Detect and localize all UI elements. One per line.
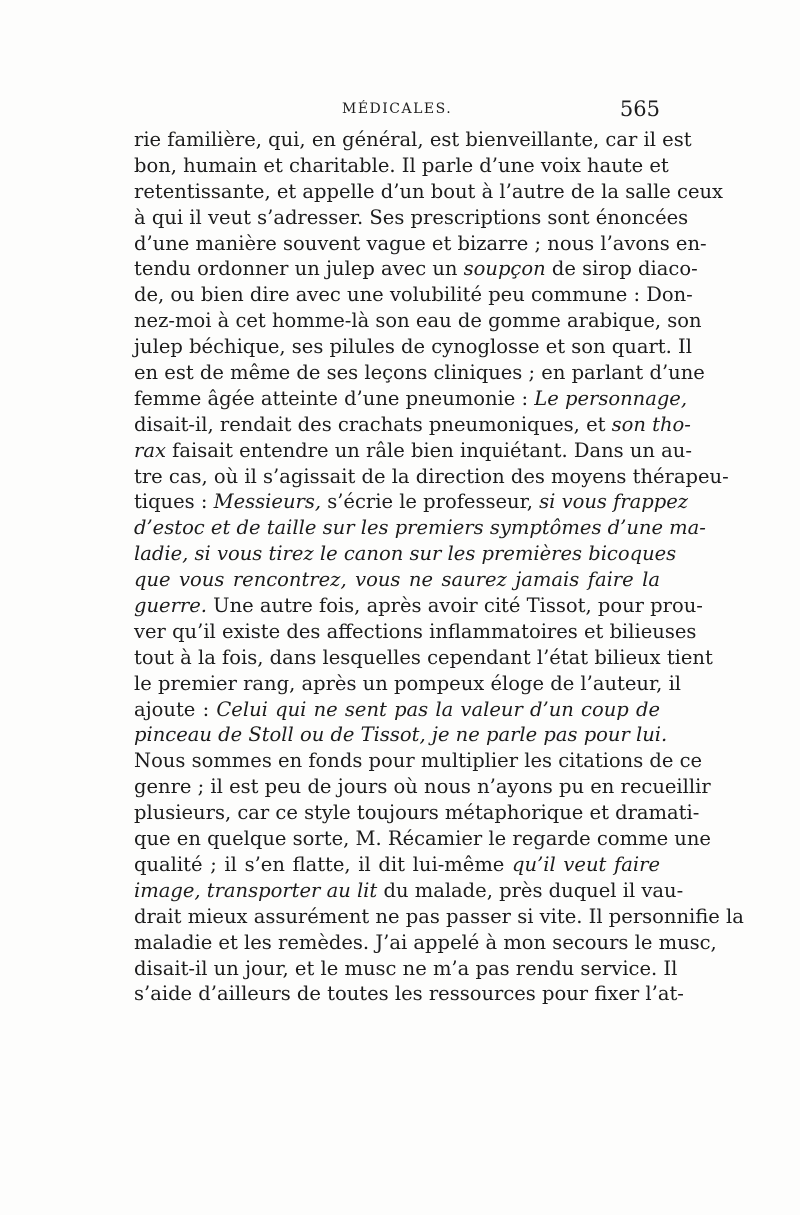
text-line: [134, 878, 684, 904]
text-line: [134, 489, 689, 515]
text-run: en est de même de ses leçons cliniques ; en parlant d’une: [134, 361, 705, 385]
text-line: [134, 930, 717, 956]
text-run: disait-il un jour, et le musc ne m’a pas rendu service. Il: [134, 956, 678, 980]
text-line: [134, 282, 693, 308]
text-run: d’une manière souvent vague et bizarre ; nous l’avons en-: [134, 231, 707, 255]
text-run: bon, humain et charitable. Il parle d’une voix haute et: [134, 153, 669, 177]
text-line: [134, 671, 682, 697]
italic-text: Le personnage,: [534, 386, 688, 410]
text-run: femme âgée atteinte d’une pneumonie :: [134, 386, 535, 410]
italic-text: ladie, si vous tirez le canon sur les premières bicoques: [134, 542, 677, 566]
text-line: [134, 438, 692, 464]
running-title: MÉDICALES.: [342, 101, 453, 117]
text-run: retentissante, et appelle d’un bout à l’autre de la salle ceux: [134, 179, 724, 203]
text-line: [134, 904, 744, 930]
text-run: ajoute :: [134, 697, 217, 721]
text-run: tre cas, où il s’agissait de la direction des moyens thérapeu-: [134, 464, 729, 488]
text-line: [134, 515, 706, 541]
italic-text: si vous frappez: [539, 490, 689, 514]
text-line: [134, 748, 703, 774]
text-line: [134, 956, 678, 982]
text-run: le premier rang, après un pompeux éloge de l’auteur, il: [134, 671, 682, 695]
text-run: s’aide d’ailleurs de toutes les ressources pour fixer l’at-: [134, 982, 684, 1006]
text-line: [134, 231, 707, 257]
page-number: 565: [619, 97, 660, 121]
italic-text: son tho-: [611, 412, 691, 436]
text-run: plusieurs, car ce style toujours métaphorique et dramati-: [134, 801, 700, 825]
text-line: [134, 981, 684, 1007]
text-run: Une autre fois, après avoir cité Tissot, pour prou-: [206, 594, 703, 618]
text-run: drait mieux assurément ne pas passer si vite. Il personnifie la: [134, 904, 744, 928]
text-line: [134, 826, 711, 852]
text-run: s’écrie le professeur,: [321, 490, 540, 514]
text-line: [134, 256, 698, 282]
text-line: [134, 800, 700, 826]
italic-text: soupçon: [463, 257, 546, 281]
italic-text: pinceau de Stoll ou de Tissot, je ne parle pas pour lui.: [134, 723, 668, 747]
text-line: [134, 852, 660, 878]
italic-text: qu’il veut faire: [512, 852, 660, 876]
italic-text: Messieurs,: [213, 490, 322, 514]
text-line: [134, 179, 724, 205]
italic-text: image, transporter au lit: [134, 878, 378, 902]
text-line: [134, 153, 669, 179]
text-run: de, ou bien dire avec une volubilité peu commune : Don-: [134, 283, 693, 307]
text-run: genre ; il est peu de jours où nous n’ayons pu en recueillir: [134, 775, 711, 799]
text-run: disait-il, rendait des crachats pneumoniques, et: [134, 412, 612, 436]
text-run: tendu ordonner un julep avec un: [134, 257, 464, 281]
text-line: [134, 697, 660, 723]
text-line: [134, 567, 660, 593]
text-line: [134, 334, 692, 360]
text-run: julep béchique, ses pilules de cynoglosse et son quart. Il: [134, 335, 692, 359]
text-run: maladie et les remèdes. J’ai appelé à mon secours le musc,: [134, 930, 717, 954]
italic-text: rax: [134, 438, 166, 462]
text-run: tout à la fois, dans lesquelles cependant l’état bilieux tient: [134, 645, 713, 669]
text-line: [134, 722, 668, 748]
text-run: faisait entendre un râle bien inquiétant. Dans un au-: [165, 438, 692, 462]
italic-text: que vous rencontrez, vous ne saurez jamais faire la: [134, 568, 660, 592]
text-run: ver qu’il existe des affections inflammatoires et bilieuses: [134, 619, 697, 643]
text-line: [134, 360, 705, 386]
text-run: à qui il veut s’adresser. Ses prescriptions sont énoncées: [134, 205, 689, 229]
text-line: [134, 127, 692, 153]
text-run: tiques :: [134, 490, 214, 514]
text-line: [134, 541, 677, 567]
text-run: de sirop diaco-: [545, 257, 698, 281]
text-run: du malade, près duquel il vau-: [377, 878, 684, 902]
italic-text: Celui qui ne sent pas la valeur d’un coup de: [216, 697, 660, 721]
text-run: Nous sommes en fonds pour multiplier les citations de ce: [134, 749, 703, 773]
running-head: [134, 97, 660, 127]
text-line: [134, 593, 703, 619]
text-run: nez-moi à cet homme-là son eau de gomme arabique, son: [134, 309, 702, 333]
text-line: [134, 645, 713, 671]
text-line: [134, 774, 711, 800]
text-line: [134, 412, 691, 438]
text-run: rie familière, qui, en général, est bienveillante, car il est: [134, 128, 692, 151]
text-line: [134, 205, 689, 231]
italic-text: guerre.: [134, 594, 207, 618]
text-run: que en quelque sorte, M. Récamier le regarde comme une: [134, 827, 711, 851]
text-line: [134, 619, 697, 645]
body-text: [134, 127, 744, 1007]
text-line: [134, 308, 702, 334]
text-line: [134, 464, 729, 490]
text-run: qualité ; il s’en flatte, il dit lui-même: [134, 852, 513, 876]
italic-text: d’estoc et de taille sur les premiers symptômes d’une ma-: [134, 516, 706, 540]
text-line: [134, 386, 688, 412]
